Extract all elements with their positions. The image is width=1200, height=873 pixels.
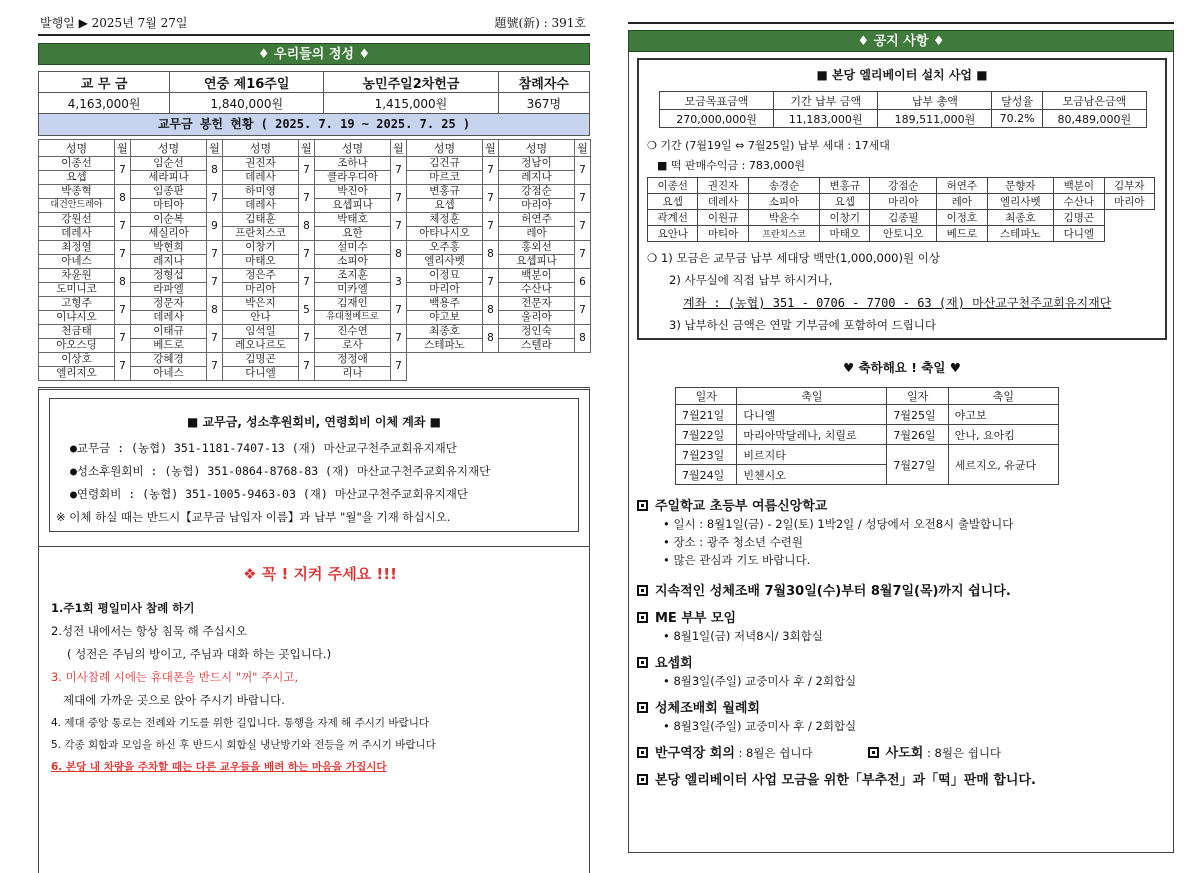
donor-baptismal-name: 베드로 [131, 339, 207, 353]
donor-month: 7 [207, 353, 223, 381]
summary-value: 1,415,000원 [324, 93, 499, 114]
donor-month: 7 [483, 213, 499, 241]
elevator-header: 모금목표금액 [660, 92, 774, 110]
donor-baptismal-name: 마태오 [223, 255, 299, 269]
donor-name: 백용주 [407, 297, 483, 311]
event-detail: • 8월3일(주일) 교중미사 후 / 2회합실 [663, 674, 857, 688]
donor-baptismal-name: 레지나 [131, 255, 207, 269]
donor-month: 7 [575, 213, 591, 241]
rule-item: 제대에 가까운 곳으로 앉아 주시기 바랍니다. [63, 693, 285, 707]
donor-month: 8 [299, 213, 315, 241]
family-name: 이종선 [648, 178, 698, 194]
family-baptismal-name: 베드로 [937, 226, 987, 242]
donor-month: 8 [391, 241, 407, 269]
event-title: 본당 엘리베이터 사업 모금을 위한「부추전」과「떡」판매 합니다. [637, 769, 1167, 788]
elevator-note: 2) 사무실에 직접 납부 하시거나, [669, 273, 833, 287]
donor-name: 이정묘 [407, 269, 483, 283]
event-detail: • 장소 : 광주 청소년 수련원 [663, 535, 804, 549]
event-title: 주일학교 초등부 여름신앙학교 [637, 495, 1167, 514]
bank-note: ※ 이체 하실 때는 반드시【교무금 납입자 이름】과 납부 "월"을 기재 하십시오. [56, 510, 451, 524]
donor-month: 7 [575, 297, 591, 325]
donor-month: 3 [391, 269, 407, 297]
rules-title: ❖ 꼭 ! 지켜 주세요 !!! [243, 565, 397, 583]
donor-baptismal-name: 스테파노 [407, 339, 483, 353]
feast-date: 7월26일 [887, 425, 948, 445]
event-detail: • 일시 : 8월1일(금) - 2일(토) 1박2일 / 성당에서 오전8시 출발합니다 [663, 517, 1014, 531]
elevator-note: 3) 납부하신 금액은 연말 기부금에 포함하여 드립니다 [669, 318, 937, 332]
donor-name: 조하나 [315, 157, 391, 171]
donor-name: 박은지 [223, 297, 299, 311]
donor-name: 허연주 [499, 213, 575, 227]
events-section [637, 495, 1167, 788]
donor-month: 8 [207, 297, 223, 325]
summary-header: 교 무 금 [39, 72, 170, 93]
donor-month: 8 [115, 269, 131, 297]
notice-body [628, 52, 1174, 853]
family-name: 이정호 [937, 210, 987, 226]
page-header [38, 12, 590, 36]
donor-baptismal-name: 프란치스코 [223, 227, 299, 241]
family-name: 변홍규 [820, 178, 870, 194]
family-baptismal-name: 마리아 [870, 194, 937, 210]
donor-baptismal-name: 야고보 [407, 311, 483, 325]
checkbox-icon [637, 657, 648, 668]
rule-item: 5. 각종 회합과 모임을 하신 후 반드시 회합실 냉난방기와 전등을 꺼 주시기 바랍니다 [51, 739, 436, 751]
donor-name: 이창기 [223, 241, 299, 255]
donor-month: 7 [207, 325, 223, 353]
donor-name: 박종혁 [39, 185, 115, 199]
donor-baptismal-name: 데레사 [39, 227, 115, 241]
donor-month: 7 [207, 269, 223, 297]
donor-baptismal-name: 마르코 [407, 171, 483, 185]
family-name: 최종호 [987, 210, 1054, 226]
elevator-header: 기간 납부 금액 [774, 92, 878, 110]
donor-baptismal-name: 다니엘 [223, 367, 299, 381]
summary-header: 연중 제16주일 [170, 72, 324, 93]
donor-baptismal-name: 클라우디아 [315, 171, 391, 185]
feast-date: 7월25일 [887, 405, 948, 425]
family-baptismal-name: 수산나 [1054, 194, 1104, 210]
event-detail: • 많은 관심과 기도 바랍니다. [663, 553, 811, 567]
family-name: 김명곤 [1054, 210, 1104, 226]
feast-date: 7월24일 [676, 465, 737, 485]
donor-name: 정남이 [499, 157, 575, 171]
donor-header: 월 [207, 140, 223, 157]
donor-name: 변홍규 [407, 185, 483, 199]
rule-item: 3. 미사참례 시에는 휴대폰을 반드시 "꺼" 주시고, [51, 670, 299, 684]
donor-baptismal-name: 데레사 [223, 199, 299, 213]
donor-baptismal-name: 마리아 [499, 199, 575, 213]
summary-header: 참례자수 [498, 72, 589, 93]
checkbox-icon [637, 500, 648, 511]
donor-name: 정인숙 [499, 325, 575, 339]
elevator-header: 납부 총액 [878, 92, 992, 110]
donor-baptismal-name: 수산나 [499, 283, 575, 297]
elevator-title: ■ 본당 엘리베이터 설치 사업 ■ [816, 68, 988, 82]
issue-date: 발행일 ▶ 2025년 7월 27일 [40, 16, 188, 30]
family-baptismal-name: 다니엘 [1054, 226, 1104, 242]
offering-section-title: ♦ 우리들의 정성 ♦ [38, 43, 590, 65]
donor-baptismal-name: 울리아 [499, 311, 575, 325]
feast-header: 축일 [948, 388, 1058, 405]
donor-month: 9 [207, 213, 223, 241]
feast-name: 다니엘 [737, 405, 887, 425]
donor-name: 정정애 [315, 353, 391, 367]
donor-baptismal-name: 레아 [499, 227, 575, 241]
family-baptismal-name: 요셉 [820, 194, 870, 210]
donor-baptismal-name: 유대철베드로 [315, 311, 391, 325]
donor-baptismal-name: 아타나시오 [407, 227, 483, 241]
donor-baptismal-name: 도미니코 [39, 283, 115, 297]
donor-month: 7 [299, 325, 315, 353]
rule-item: ( 성전은 주님의 방이고, 주님과 대화 하는 곳입니다.) [67, 647, 332, 661]
summary-value: 367명 [498, 93, 589, 114]
donor-baptismal-name: 아네스 [131, 367, 207, 381]
family-baptismal-name: 마티아 [698, 226, 748, 242]
family-name: 권진자 [698, 178, 748, 194]
donor-month: 8 [207, 157, 223, 185]
donor-name: 강원선 [39, 213, 115, 227]
donor-baptismal-name: 요셉피나 [315, 199, 391, 213]
donor-name: 조지훈 [315, 269, 391, 283]
family-name: 곽계선 [648, 210, 698, 226]
donor-month: 7 [299, 185, 315, 213]
donor-month: 7 [391, 353, 407, 381]
donor-month: 7 [299, 353, 315, 381]
donor-month: 8 [575, 325, 591, 353]
feast-name: 빈첸시오 [737, 465, 887, 485]
donor-month: 7 [391, 185, 407, 213]
donor-name: 김태훈 [223, 213, 299, 227]
summary-value: 1,840,000원 [170, 93, 324, 114]
donor-month: 7 [391, 297, 407, 325]
donor-name: 임석일 [223, 325, 299, 339]
donor-month: 7 [115, 241, 131, 269]
donor-name: 이순복 [131, 213, 207, 227]
donor-name: 백분이 [499, 269, 575, 283]
elevator-value: 270,000,000원 [660, 110, 774, 128]
donor-baptismal-name: 소피아 [315, 255, 391, 269]
donor-month: 8 [115, 185, 131, 213]
checkbox-icon [637, 612, 648, 623]
donor-header: 월 [299, 140, 315, 157]
elevator-period: ❍ 기간 (7월19일 ⇔ 7월25일) 납부 세대 : 17세대 [647, 139, 890, 152]
donor-name: 최정열 [39, 241, 115, 255]
donor-month: 7 [299, 269, 315, 297]
donor-month: 7 [391, 325, 407, 353]
feast-name: 비르지타 [737, 445, 887, 465]
donor-header: 성명 [499, 140, 575, 157]
elevator-header: 달성율 [992, 92, 1042, 110]
offering-summary-table [38, 71, 590, 114]
rule-item: 6. 본당 내 차량을 주차할 때는 다른 교우들을 배려 하는 마음을 가집시다 [51, 761, 387, 773]
rule-item: 4. 제대 중앙 통로는 전례와 기도를 위한 길입니다. 통행을 자제 해 주시기 바랍니다 [51, 717, 429, 729]
bank-title: ■ 교무금, 성소후원회비, 연령회비 이체 계좌 ■ [187, 415, 441, 429]
donor-month: 7 [299, 157, 315, 185]
donor-month: 7 [207, 241, 223, 269]
feast-date: 7월22일 [676, 425, 737, 445]
donor-baptismal-name: 요한 [315, 227, 391, 241]
donor-baptismal-name: 데레사 [223, 171, 299, 185]
family-baptismal-name: 스테파노 [987, 226, 1054, 242]
donor-header: 성명 [315, 140, 391, 157]
right-page [628, 22, 1174, 853]
donor-table [38, 139, 591, 381]
feast-header: 일자 [887, 388, 948, 405]
donor-name: 정형섭 [131, 269, 207, 283]
donor-month: 7 [115, 325, 131, 353]
empty-cell [407, 353, 591, 381]
donor-month: 7 [299, 241, 315, 269]
divider [39, 546, 589, 547]
donor-name: 정은주 [223, 269, 299, 283]
checkbox-icon [637, 747, 648, 758]
elevator-account: 계좌 : (농협) 351 - 0706 - 7700 - 63 (재) 마산교구천주교회유지재단 [683, 296, 1112, 310]
issue-number: 題號(新) : 391호 [494, 16, 586, 30]
donor-baptismal-name: 마리아 [223, 283, 299, 297]
donor-month: 5 [299, 297, 315, 325]
notice-section-title: ♦ 공지 사항 ♦ [628, 30, 1174, 52]
donor-name: 김건규 [407, 157, 483, 171]
elevator-box [637, 58, 1167, 340]
elevator-value: 189,511,000원 [878, 110, 992, 128]
donor-month: 8 [483, 297, 499, 325]
donor-name: 오주홍 [407, 241, 483, 255]
family-name: 박윤수 [748, 210, 819, 226]
donor-baptismal-name: 로사 [315, 339, 391, 353]
donor-baptismal-name: 대건안드레아 [39, 199, 115, 213]
family-name: 송경순 [748, 178, 819, 194]
feast-name: 안나, 요아킴 [948, 425, 1058, 445]
donation-period-bar: 교무금 봉헌 현황 ( 2025. 7. 19 ~ 2025. 7. 25 ) [38, 114, 590, 136]
donor-name: 차윤원 [39, 269, 115, 283]
elevator-value: 80,489,000원 [1042, 110, 1146, 128]
donor-baptismal-name: 레오나르도 [223, 339, 299, 353]
feast-name: 세르지오, 유균다 [948, 445, 1058, 485]
family-name: 이창기 [820, 210, 870, 226]
bank-line: ●교무금 : (농협) 351-1181-7407-13 (재) 마산교구천주교회유지재단 [70, 441, 457, 455]
donor-name: 김명곤 [223, 353, 299, 367]
donor-baptismal-name: 스텔라 [499, 339, 575, 353]
elevator-value: 70.2% [992, 110, 1042, 128]
donor-month: 7 [483, 269, 499, 297]
donor-name: 임종판 [131, 185, 207, 199]
donor-month: 8 [483, 241, 499, 269]
event-title: ME 부부 모임 [637, 607, 1167, 626]
donor-header: 월 [115, 140, 131, 157]
donor-baptismal-name: 아네스 [39, 255, 115, 269]
donor-header: 성명 [407, 140, 483, 157]
donor-header: 월 [483, 140, 499, 157]
donor-month: 7 [575, 185, 591, 213]
donor-name: 최종호 [407, 325, 483, 339]
donor-month: 7 [115, 297, 131, 325]
bank-line: ●성소후원회비 : (농협) 351-0864-8768-83 (재) 마산교구천주교회유지재단 [70, 464, 491, 478]
family-name: 김부자 [1104, 178, 1154, 194]
donor-baptismal-name: 세실리아 [131, 227, 207, 241]
donor-name: 박태호 [315, 213, 391, 227]
donor-name: 이종선 [39, 157, 115, 171]
donor-baptismal-name: 세라피나 [131, 171, 207, 185]
donor-name: 박현희 [131, 241, 207, 255]
lower-left-area [38, 387, 590, 873]
donor-header: 성명 [131, 140, 207, 157]
event-title: 반구역장 회의 : 8월은 쉽니다 사도회 : 8월은 쉽니다 [637, 742, 1167, 761]
donor-baptismal-name: 요셉 [39, 171, 115, 185]
donor-baptismal-name: 아오스딩 [39, 339, 115, 353]
checkbox-icon [868, 747, 879, 758]
donor-month: 8 [483, 325, 499, 353]
family-baptismal-name [1104, 226, 1154, 242]
family-name: 허연주 [937, 178, 987, 194]
donor-name: 전문자 [499, 297, 575, 311]
feast-title: ♥ 축하해요 ! 축일 ♥ [843, 360, 961, 375]
elevator-header: 모금남은금액 [1042, 92, 1146, 110]
donor-baptismal-name: 이냐시오 [39, 311, 115, 325]
donor-name: 하미영 [223, 185, 299, 199]
family-baptismal-name: 레아 [937, 194, 987, 210]
feast-header: 일자 [676, 388, 737, 405]
donor-name: 이상호 [39, 353, 115, 367]
donor-baptismal-name: 마리아 [407, 283, 483, 297]
rice-cake-income: ■ 떡 판매수익금 : 783,000원 [657, 159, 805, 172]
donor-name: 김재인 [315, 297, 391, 311]
donor-baptismal-name: 마티아 [131, 199, 207, 213]
feast-date: 7월23일 [676, 445, 737, 465]
rule-item: 2.성전 내에서는 항상 침묵 해 주십시오 [51, 624, 247, 638]
donor-baptismal-name: 미카엘 [315, 283, 391, 297]
donor-name: 홍외선 [499, 241, 575, 255]
checkbox-icon [637, 585, 648, 596]
donor-header: 성명 [39, 140, 115, 157]
donor-month: 7 [483, 157, 499, 185]
bank-account-box [49, 398, 579, 532]
donor-month: 7 [391, 157, 407, 185]
family-name: 강점순 [870, 178, 937, 194]
donor-name: 천금태 [39, 325, 115, 339]
donor-header: 월 [575, 140, 591, 157]
donor-month: 7 [115, 213, 131, 241]
donor-month: 7 [483, 185, 499, 213]
donor-name: 체정훈 [407, 213, 483, 227]
donor-header: 월 [391, 140, 407, 157]
family-name: 문향자 [987, 178, 1054, 194]
donor-baptismal-name: 엘리사벳 [407, 255, 483, 269]
event-title: 성체조배회 월례회 [637, 697, 1167, 716]
elevator-value: 11,183,000원 [774, 110, 878, 128]
family-baptismal-name: 요셉 [648, 194, 698, 210]
summary-value: 4,163,000원 [39, 93, 170, 114]
donor-name: 임순선 [131, 157, 207, 171]
feast-header: 축일 [737, 388, 887, 405]
family-baptismal-name: 데레사 [698, 194, 748, 210]
donor-header: 성명 [223, 140, 299, 157]
feast-date: 7월21일 [676, 405, 737, 425]
left-page [38, 12, 590, 873]
family-baptismal-name: 마태오 [820, 226, 870, 242]
donor-baptismal-name: 요셉 [407, 199, 483, 213]
donor-name: 설미수 [315, 241, 391, 255]
family-baptismal-name: 안토니오 [870, 226, 937, 242]
donor-name: 권진자 [223, 157, 299, 171]
family-table [647, 177, 1155, 242]
family-baptismal-name: 요안나 [648, 226, 698, 242]
donor-name: 박진아 [315, 185, 391, 199]
donor-baptismal-name: 엘리지오 [39, 367, 115, 381]
elevator-table [659, 91, 1147, 128]
family-baptismal-name: 엘리사벳 [987, 194, 1054, 210]
rule-item: 1.주1회 평일미사 참례 하기 [51, 601, 195, 615]
family-name: 이원규 [698, 210, 748, 226]
family-name [1104, 210, 1154, 226]
bank-line: ●연령회비 : (농협) 351-1005-9463-03 (재) 마산교구천주교회유지재단 [70, 487, 469, 501]
donor-baptismal-name: 레지나 [499, 171, 575, 185]
donor-name: 강점순 [499, 185, 575, 199]
family-baptismal-name: 마리아 [1104, 194, 1154, 210]
family-baptismal-name: 프란치스코 [748, 226, 819, 242]
family-name: 백분이 [1054, 178, 1104, 194]
feast-table [675, 387, 1059, 485]
donor-month: 7 [115, 157, 131, 185]
top-rule [628, 22, 1174, 30]
donor-baptismal-name: 리나 [315, 367, 391, 381]
feast-date: 7월27일 [887, 445, 948, 485]
feast-name: 마리아막달레나, 치릴로 [737, 425, 887, 445]
donor-name: 강혜경 [131, 353, 207, 367]
donor-month: 6 [575, 269, 591, 297]
family-baptismal-name: 소피아 [748, 194, 819, 210]
event-detail: • 8월3일(주일) 교중미사 후 / 2회합실 [663, 719, 857, 733]
elevator-note: ❍ 1) 모금은 교무금 납부 세대당 백만(1,000,000)원 이상 [647, 251, 940, 265]
donor-month: 7 [115, 353, 131, 381]
donor-baptismal-name: 데레사 [131, 311, 207, 325]
checkbox-icon [637, 774, 648, 785]
event-title: 요셉회 [637, 652, 1167, 671]
donor-month: 7 [575, 241, 591, 269]
donor-name: 이태규 [131, 325, 207, 339]
donor-month: 7 [575, 157, 591, 185]
checkbox-icon [637, 702, 648, 713]
donor-baptismal-name: 요셉피나 [499, 255, 575, 269]
donor-baptismal-name: 안나 [223, 311, 299, 325]
donor-month: 7 [207, 185, 223, 213]
event-detail: • 8월1일(금) 저녁8시/ 3회합실 [663, 629, 823, 643]
donor-name: 고형주 [39, 297, 115, 311]
rules-section [39, 563, 589, 774]
summary-header: 농민주일2차헌금 [324, 72, 499, 93]
family-name: 김종필 [870, 210, 937, 226]
donor-baptismal-name: 라파엘 [131, 283, 207, 297]
feast-name: 야고보 [948, 405, 1058, 425]
donor-name: 진수연 [315, 325, 391, 339]
event-title: 지속적인 성체조배 7월30일(수)부터 8월7일(목)까지 쉽니다. [637, 580, 1167, 599]
donor-month: 7 [391, 213, 407, 241]
donor-name: 정문자 [131, 297, 207, 311]
